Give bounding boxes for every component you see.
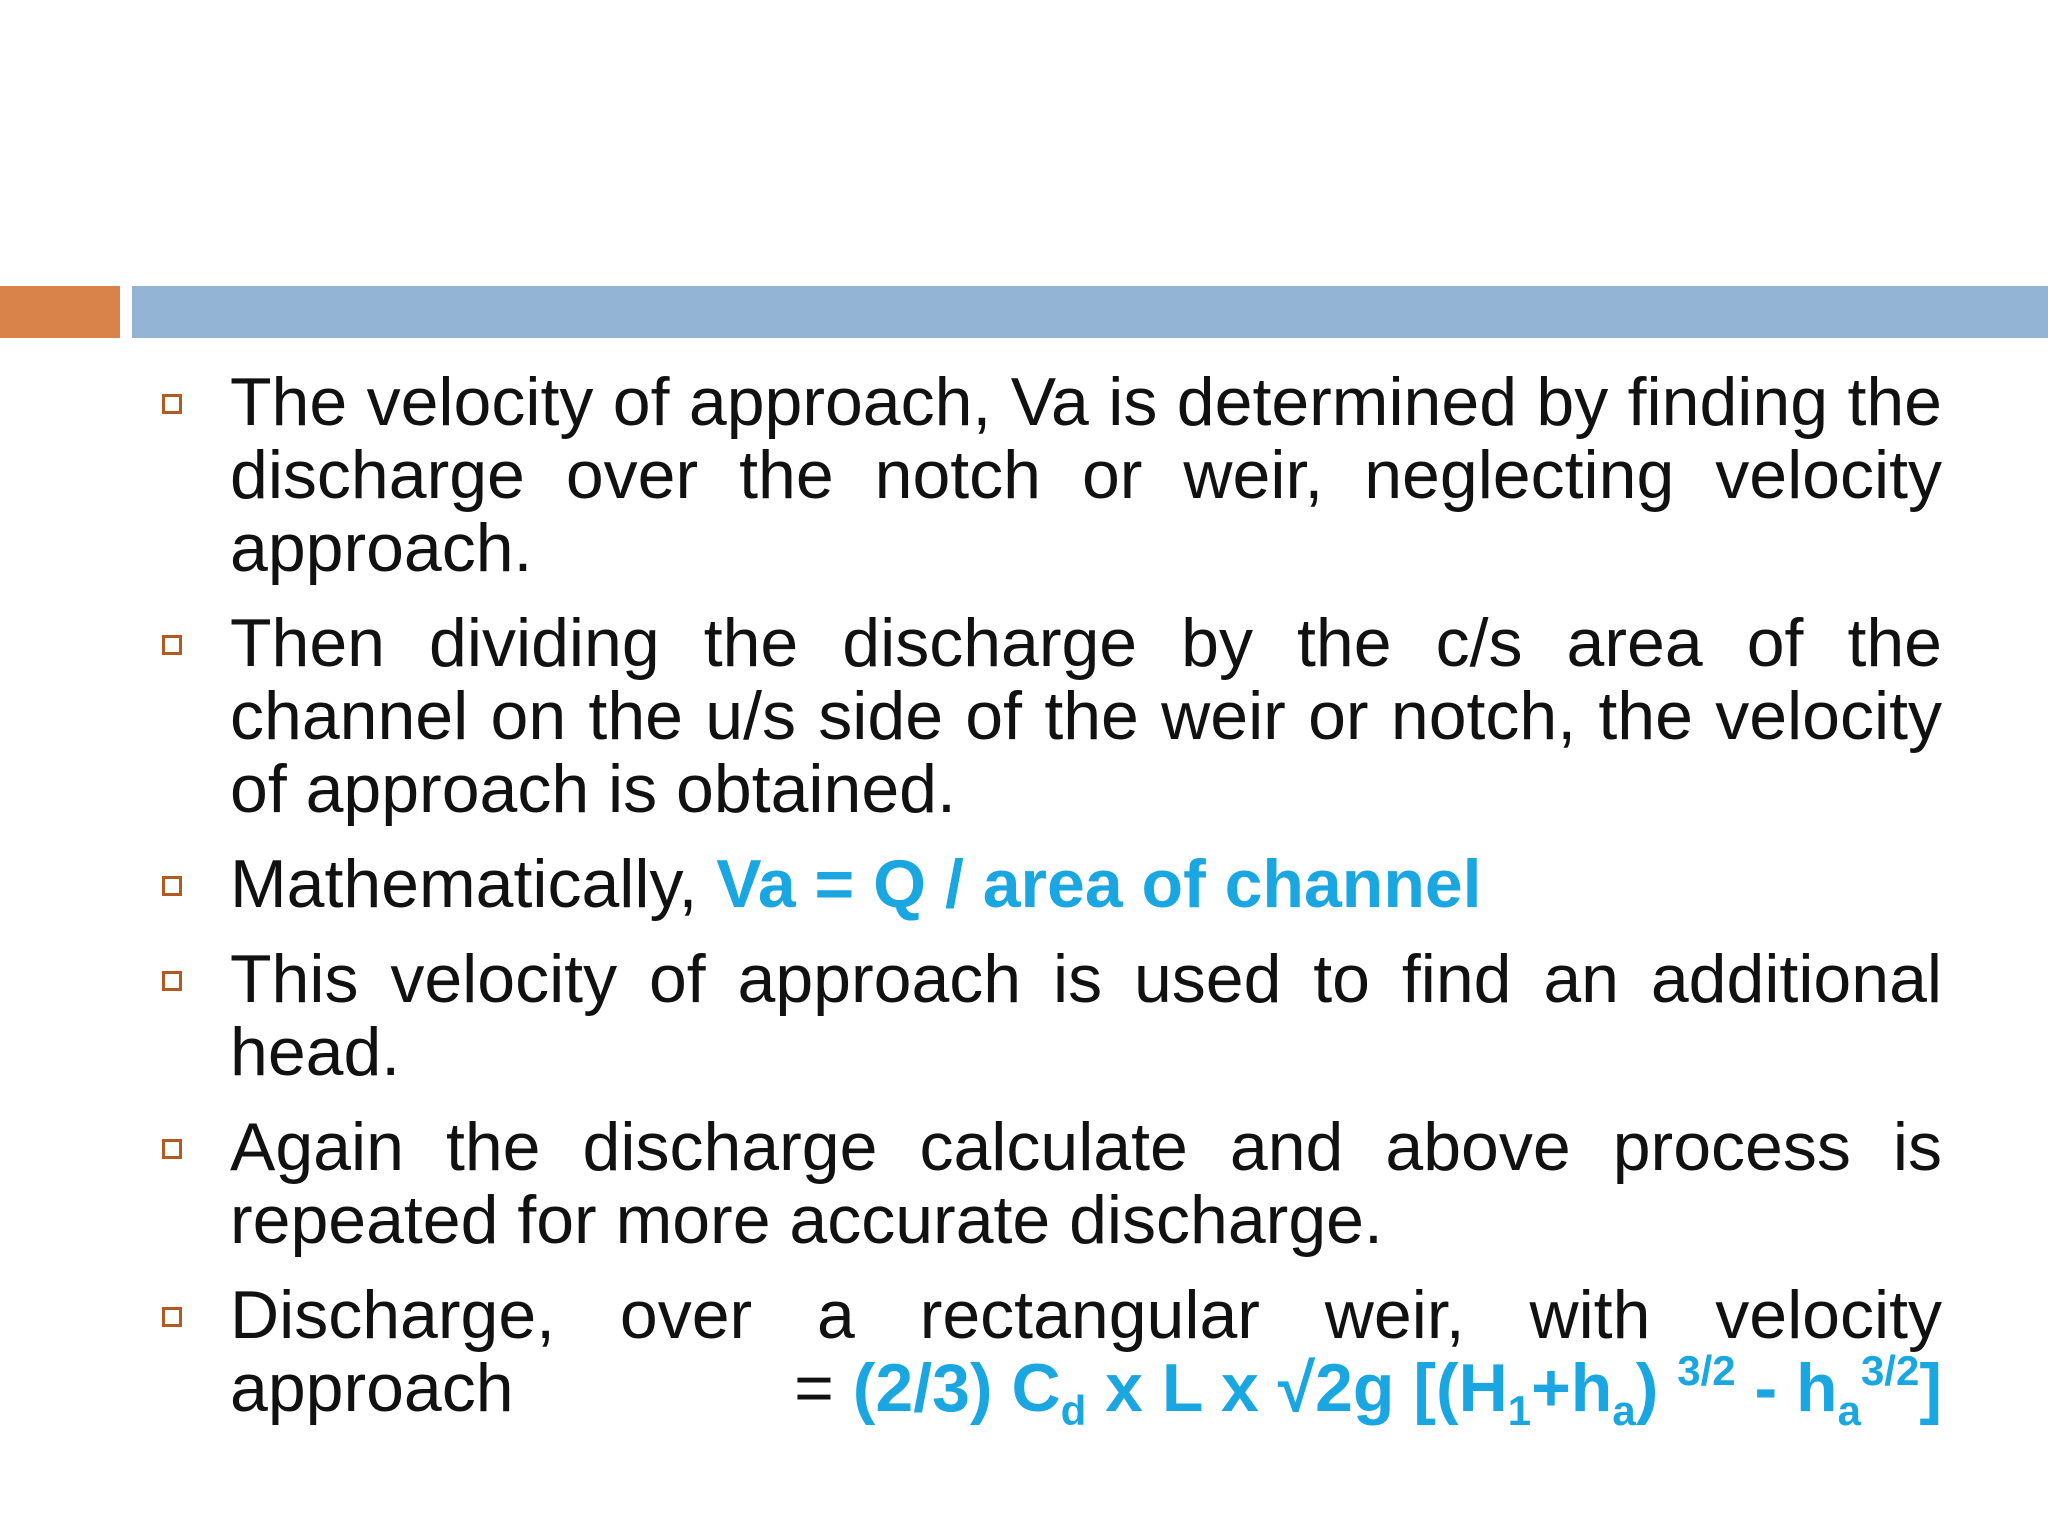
discharge-formula-wrap <box>794 1347 1942 1434</box>
title-accent-bar <box>132 286 2048 338</box>
bullet-list <box>230 366 1942 1447</box>
bullet-square-icon <box>162 876 182 896</box>
bullet-text: This velocity of approach is used to find an additional head. <box>230 941 1942 1090</box>
bullet-text: Then dividing the discharge by the c/s area of the channel on the u/s side of the weir or notch, the velocity of approach is obtained. <box>230 605 1942 827</box>
bullet-square-icon <box>162 635 182 655</box>
formula-part: ] <box>1919 1350 1942 1426</box>
discharge-line-1 <box>230 1279 1942 1352</box>
bullet-item <box>230 607 1942 826</box>
bullet-square-icon <box>162 971 182 991</box>
discharge-label: approach <box>230 1350 514 1426</box>
velocity-formula: Va = Q / area of channel <box>716 846 1482 922</box>
bullet-text: Again the discharge calculate and above process is repeated for more accurate discharge. <box>230 1109 1942 1258</box>
bullet-text: The velocity of approach, Va is determined by finding the discharge over the notch or weir, neglecting velocity approach. <box>230 364 1942 586</box>
formula-part: x L x √2g [(H <box>1086 1350 1508 1426</box>
formula-subscript: 1 <box>1507 1387 1532 1434</box>
discharge-formula <box>852 1347 1942 1434</box>
bullet-item <box>230 1277 1942 1434</box>
formula-superscript: 3/2 <box>1677 1347 1736 1394</box>
bullet-square-icon <box>162 394 182 414</box>
formula-part: - h <box>1735 1350 1838 1426</box>
bullet-text: Mathematically, <box>230 846 717 922</box>
discharge-line-2 <box>230 1347 1942 1434</box>
bullet-item <box>230 943 1942 1089</box>
bullet-square-icon <box>162 1307 182 1327</box>
equals-sign: = <box>794 1350 853 1426</box>
formula-subscript: d <box>1060 1387 1087 1434</box>
bullet-text: Discharge, over a rectangular weir, with velocity <box>230 1277 1942 1353</box>
bullet-item <box>230 366 1942 585</box>
formula-part: (2/3) C <box>852 1350 1061 1426</box>
formula-part: ) <box>1635 1350 1678 1426</box>
formula-part: +h <box>1531 1350 1613 1426</box>
bullet-item <box>230 848 1942 921</box>
bullet-square-icon <box>162 1139 182 1159</box>
bullet-item <box>230 1111 1942 1257</box>
formula-subscript: a <box>1837 1387 1861 1434</box>
title-accent-orange <box>0 286 120 338</box>
formula-superscript: 3/2 <box>1860 1347 1920 1394</box>
formula-subscript: a <box>1612 1387 1636 1434</box>
